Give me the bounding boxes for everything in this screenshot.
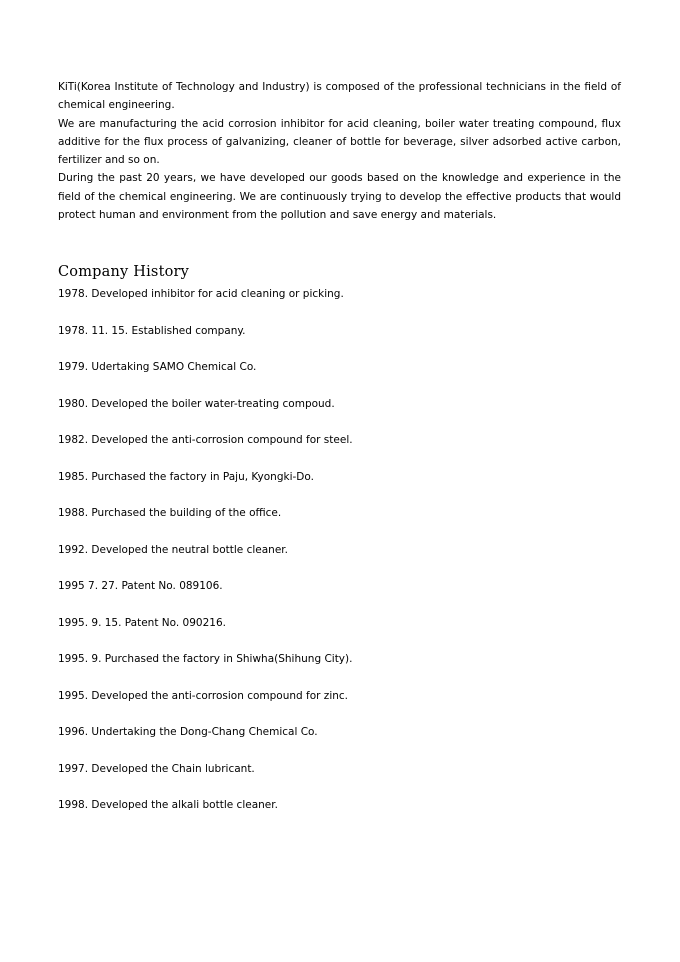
history-item: 1995. 9. 15. Patent No. 090216. [58, 616, 226, 629]
history-list [58, 286, 353, 834]
history-item: 1982. Developed the anti-corrosion compound for steel. [58, 434, 353, 446]
history-item: 1998. Developed the alkali bottle cleaner. [58, 799, 278, 811]
history-item: 1995. Developed the anti-corrosion compound for zinc. [58, 689, 349, 702]
history-item: 1980. Developed the boiler water-treating compoud. [58, 397, 335, 410]
intro-section [58, 78, 621, 224]
history-item: 1978. 11. 15. Established company. [58, 324, 246, 337]
history-item: 1985. Purchased the factory in Paju, Kyongki-Do. [58, 470, 314, 483]
intro-paragraph: During the past 20 years, we have developed our goods based on the knowledge and experience in the field of the chemical engineering. We are continuously trying to develop the effective products that would protect human and environment from the pollution and save energy and materials. [58, 172, 621, 222]
history-item: 1979. Udertaking SAMO Chemical Co. [58, 361, 257, 373]
history-item: 1995. 9. Purchased the factory in Shiwha(Shihung City). [58, 653, 353, 665]
history-item: 1995 7. 27. Patent No. 089106. [58, 580, 223, 592]
history-item: 1996. Undertaking the Dong-Chang Chemical Co. [58, 726, 318, 738]
intro-paragraph: KiTi(Korea Institute of Technology and Industry) is composed of the professional technicians in the field of chemical engineering. [58, 81, 621, 112]
history-item: 1988. Purchased the building of the office. [58, 507, 282, 519]
history-item: 1992. Developed the neutral bottle cleaner. [58, 543, 288, 556]
document-page [58, 78, 621, 811]
history-item: 1997. Developed the Chain lubricant. [58, 762, 255, 775]
section-title: Company History [58, 264, 190, 280]
intro-paragraph: We are manufacturing the acid corrosion inhibitor for acid cleaning, boiler water treating compound, flux additive for the flux process of galvanizing, cleaner of bottle for beverage, silver adsorbed active carbon, fertilizer and so on. [58, 117, 621, 167]
history-item: 1978. Developed inhibitor for acid cleaning or picking. [58, 288, 344, 300]
